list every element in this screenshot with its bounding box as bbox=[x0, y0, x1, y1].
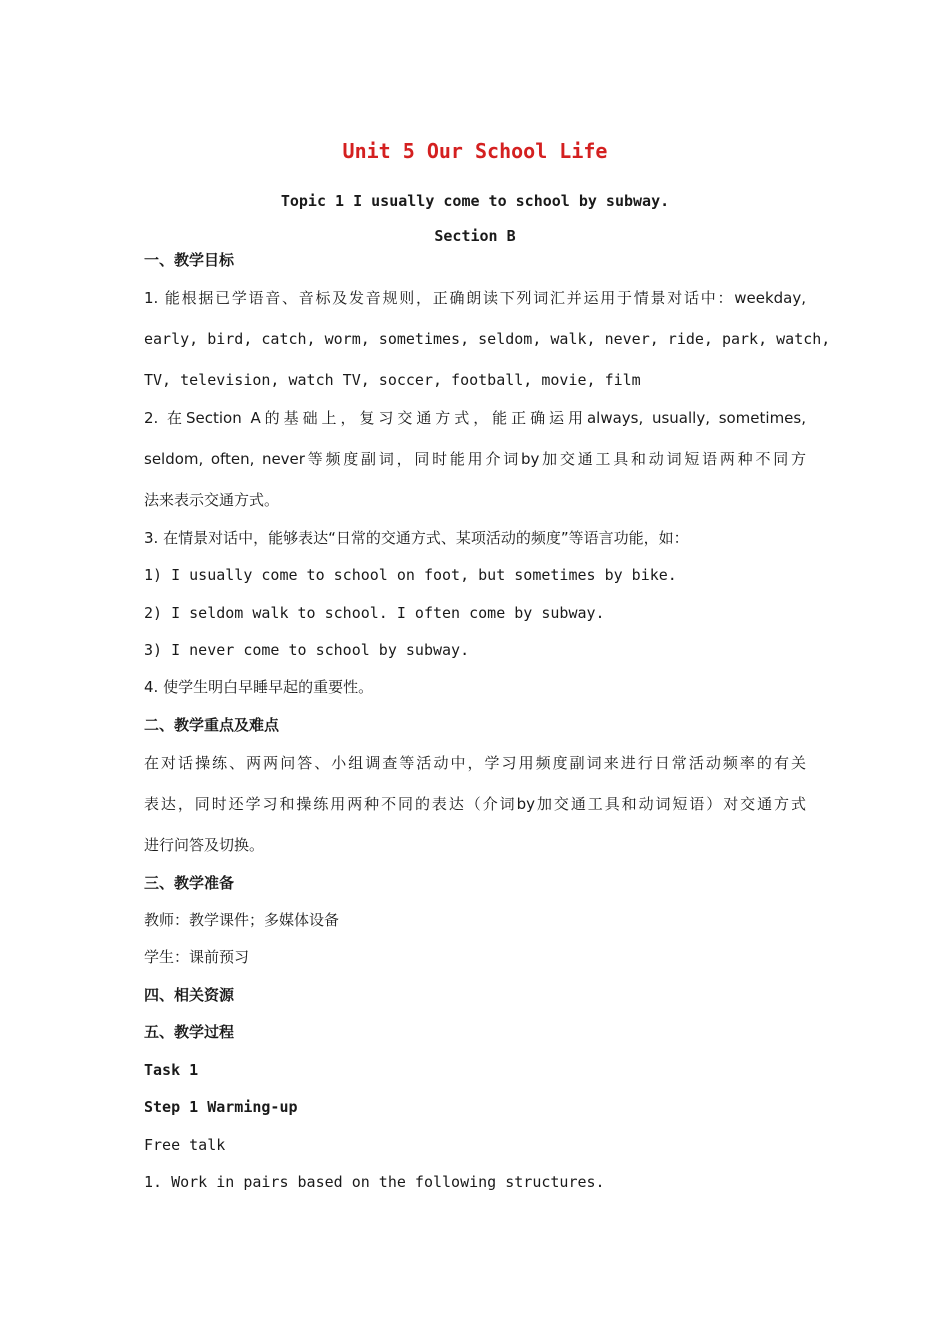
section-heading: Section B bbox=[434, 227, 516, 245]
heading-process: 五、教学过程 bbox=[144, 1023, 235, 1041]
heading-preparation: 三、教学准备 bbox=[144, 874, 235, 892]
topic-heading: Topic 1 I usually come to school by subway. bbox=[280, 192, 670, 210]
document-title: Unit 5 Our School Life bbox=[342, 139, 608, 163]
objective-2-line-1: 2. 在Section A的基础上，复习交通方式，能正确运用always, usually, sometimes, bbox=[144, 409, 806, 427]
key-points-line-1: 在对话操练、两两问答、小组调查等活动中，学习用频度副词来进行日常活动频率的有关 bbox=[144, 754, 806, 772]
objective-2-line-3: 法来表示交通方式。 bbox=[144, 491, 280, 509]
key-points-line-2: 表达，同时还学习和操练用两种不同的表达（介词by加交通工具和动词短语）对交通方式 bbox=[144, 795, 806, 813]
objective-1-line-1: 1. 能根据已学语音、音标及发音规则，正确朗读下列词汇并运用于情景对话中：weekday, bbox=[144, 289, 806, 307]
objective-2-line-2: seldom, often, never等频度副词，同时能用介词by加交通工具和动词短语两种不同方 bbox=[144, 450, 806, 468]
objective-3: 3. 在情景对话中，能够表达“日常的交通方式、某项活动的频度”等语言功能，如： bbox=[144, 529, 689, 547]
work-instruction: 1. Work in pairs based on the following structures. bbox=[144, 1173, 605, 1191]
preparation-teacher: 教师：教学课件；多媒体设备 bbox=[144, 911, 340, 929]
example-3: 3) I never come to school by subway. bbox=[144, 641, 470, 659]
objective-1-line-2: early, bird, catch, worm, sometimes, seldom, walk, never, ride, park, watch, bbox=[144, 330, 831, 348]
objective-4: 4. 使学生明白早睡早起的重要性。 bbox=[144, 678, 374, 696]
preparation-student: 学生：课前预习 bbox=[144, 948, 250, 966]
heading-objectives: 一、教学目标 bbox=[144, 251, 235, 269]
example-2: 2) I seldom walk to school. I often come by subway. bbox=[144, 604, 605, 622]
key-points-line-3: 进行问答及切换。 bbox=[144, 836, 265, 854]
example-1: 1) I usually come to school on foot, but sometimes by bike. bbox=[144, 566, 677, 584]
step-label: Step 1 Warming-up bbox=[144, 1098, 298, 1116]
heading-resources: 四、相关资源 bbox=[144, 986, 235, 1004]
task-label: Task 1 bbox=[144, 1061, 199, 1079]
free-talk-label: Free talk bbox=[144, 1136, 226, 1154]
heading-key-points: 二、教学重点及难点 bbox=[144, 716, 280, 734]
objective-1-line-3: TV, television, watch TV, soccer, football, movie, film bbox=[144, 371, 641, 389]
